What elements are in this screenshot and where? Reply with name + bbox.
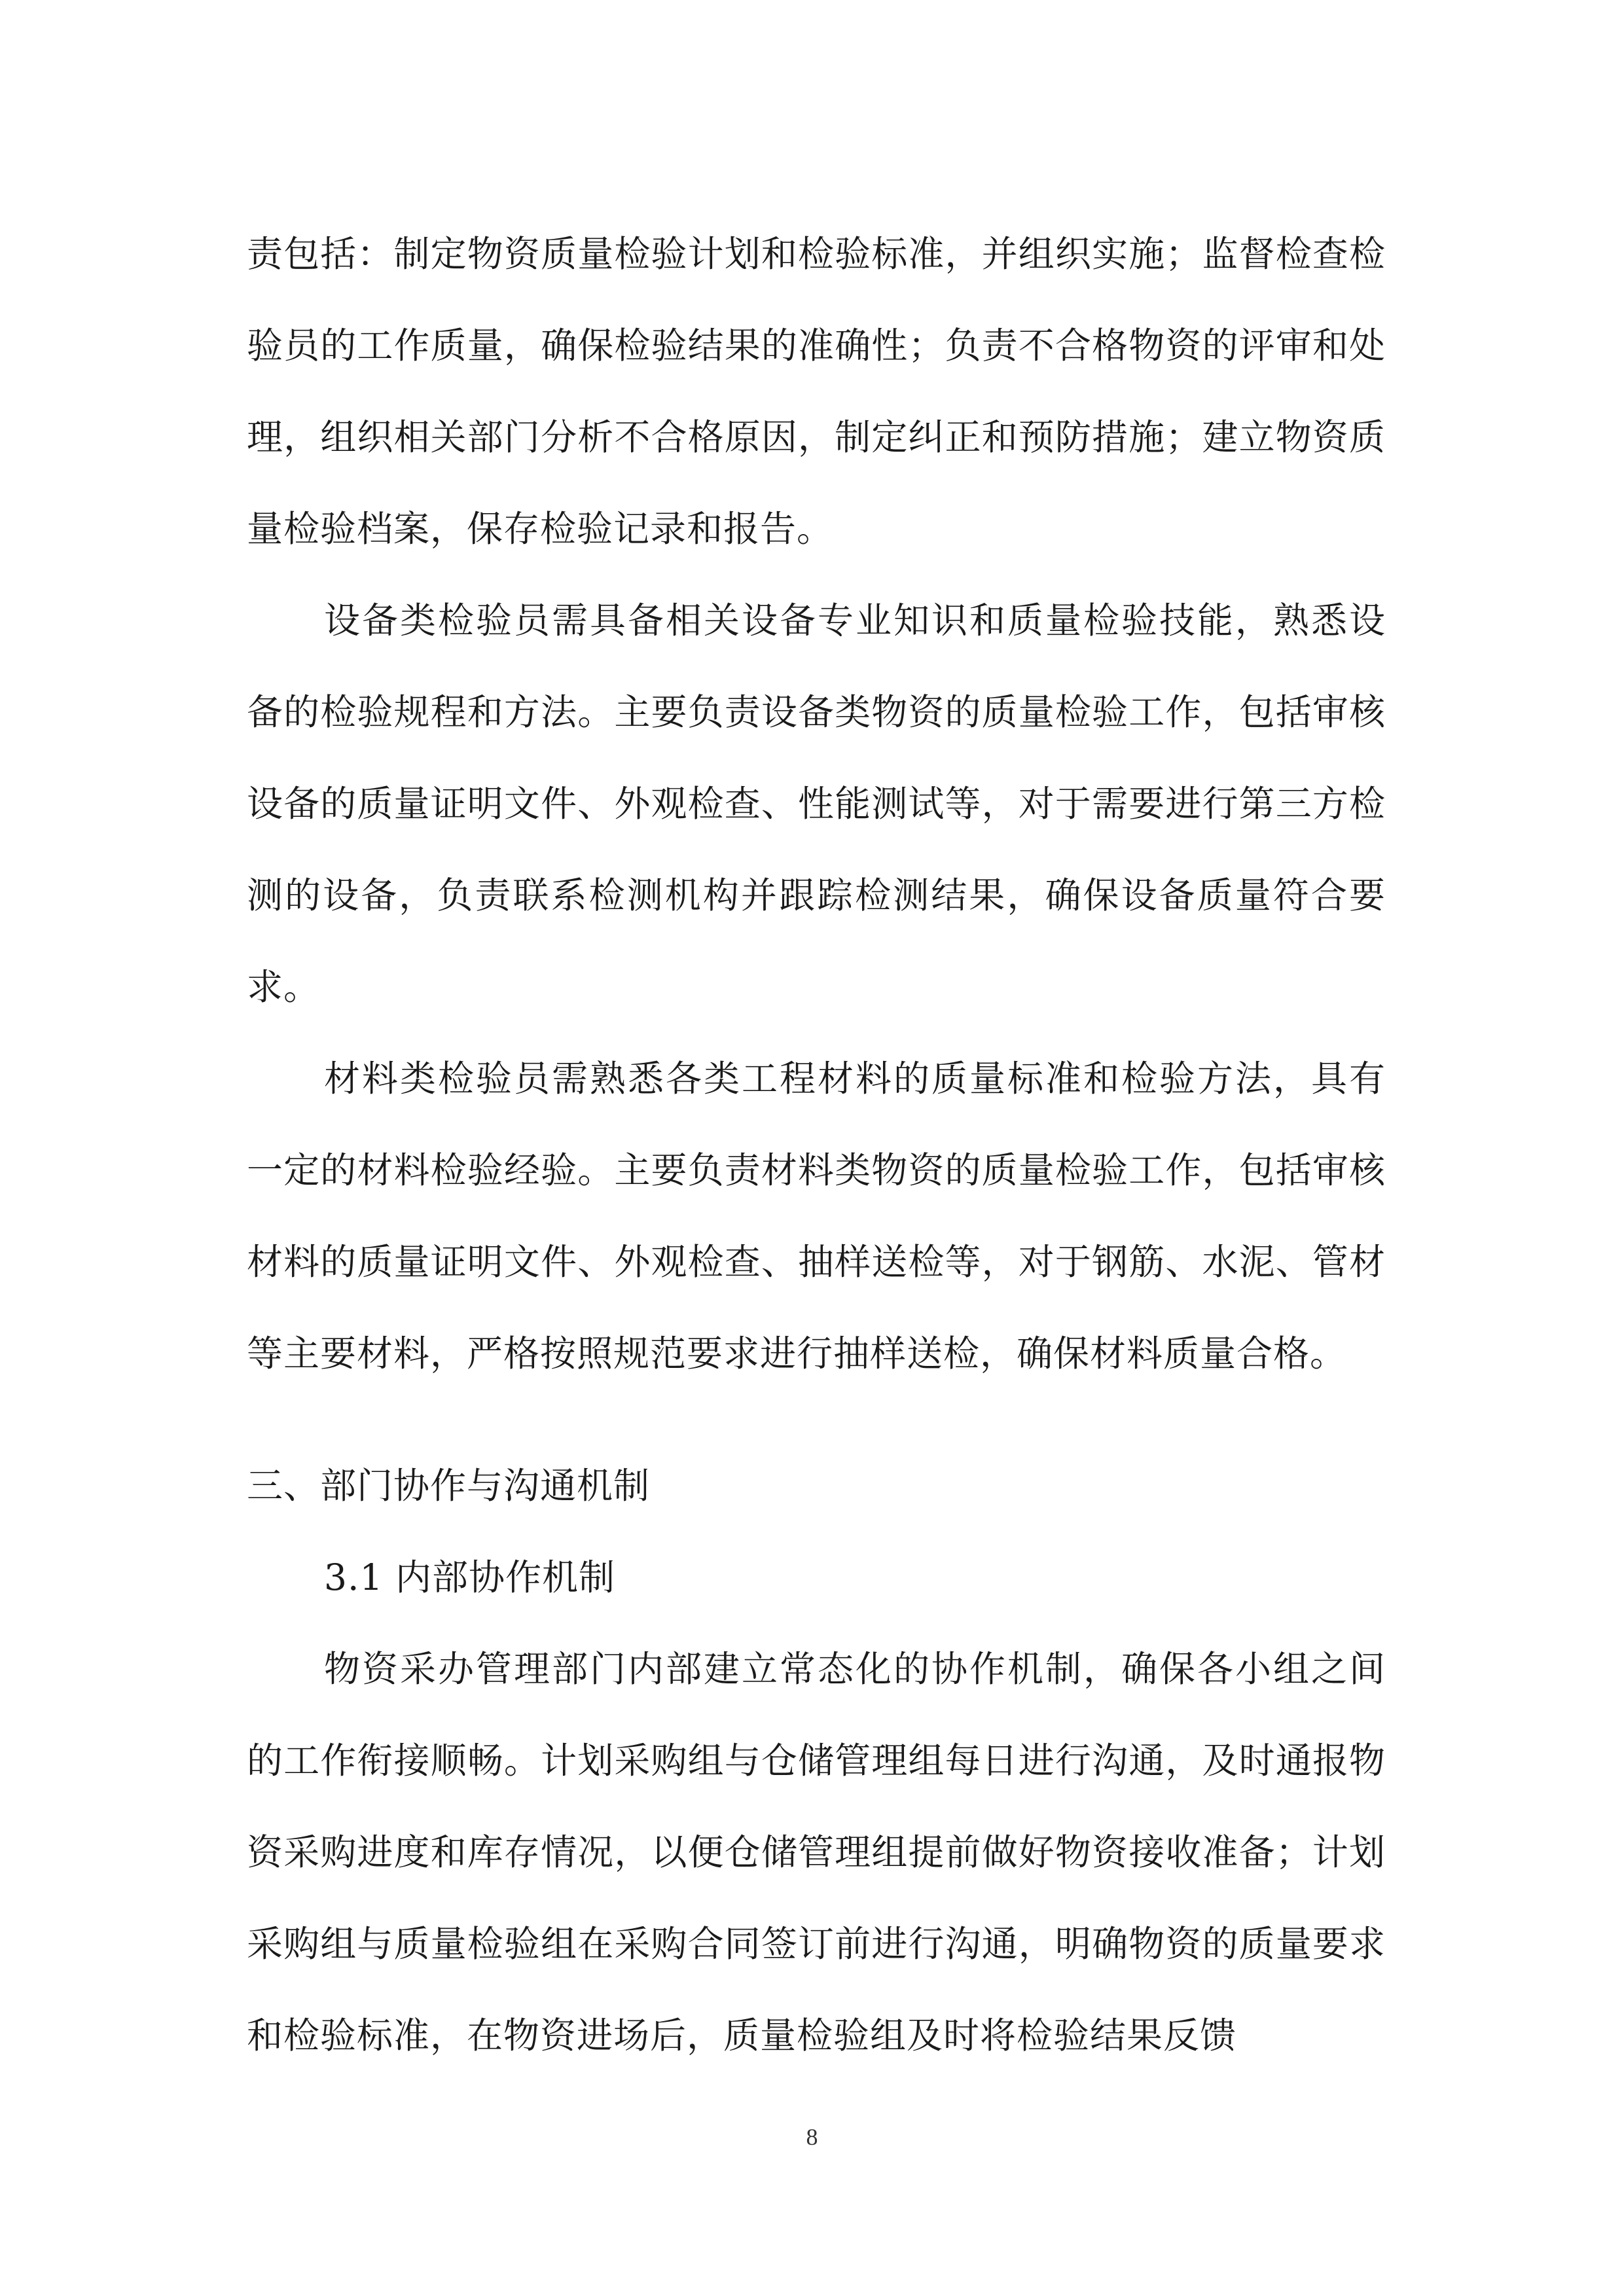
paragraph-equipment-inspector: 设备类检验员需具备相关设备专业知识和质量检验技能，熟悉设备的检验规程和方法。主要负责设备类物资的质量检验工作，包括审核设备的质量证明文件、外观检查、性能测试等，对于需要进行第三方检测的设备，负责联系检测机构并跟踪检测结果，确保设备质量符合要求。 (247, 600, 1386, 1008)
page-number: 8 (806, 2124, 818, 2150)
paragraph-material-inspector: 材料类检验员需熟悉各类工程材料的质量标准和检验方法，具有一定的材料检验经验。主要负责材料类物资的质量检验工作，包括审核材料的质量证明文件、外观检查、抽样送检等，对于钢筋、水泥、管材等主要材料，严格按照规范要求进行抽样送检，确保材料质量合格。 (247, 1058, 1386, 1374)
subsection-heading: 3.1 内部协作机制 (324, 1556, 615, 1598)
page-body (247, 208, 1386, 2081)
paragraph-internal-collaboration: 物资采办管理部门内部建立常态化的协作机制，确保各小组之间的工作衔接顺畅。计划采购组与仓储管理组每日进行沟通，及时通报物资采购进度和库存情况，以便仓储管理组提前做好物资接收准备；计划采购组与质量检验组在采购合同签订前进行沟通，明确物资的质量要求和检验标准，在物资进场后，质量检验组及时将检验结果反馈 (247, 1648, 1386, 2056)
paragraph-responsibilities: 责包括：制定物资质量检验计划和检验标准，并组织实施；监督检查检验员的工作质量，确保检验结果的准确性；负责不合格物资的评审和处理，组织相关部门分析不合格原因，制定纠正和预防措施；建立物资质量检验档案，保存检验记录和报告。 (247, 233, 1386, 550)
section-heading: 三、部门协作与沟通机制 (247, 1465, 651, 1507)
